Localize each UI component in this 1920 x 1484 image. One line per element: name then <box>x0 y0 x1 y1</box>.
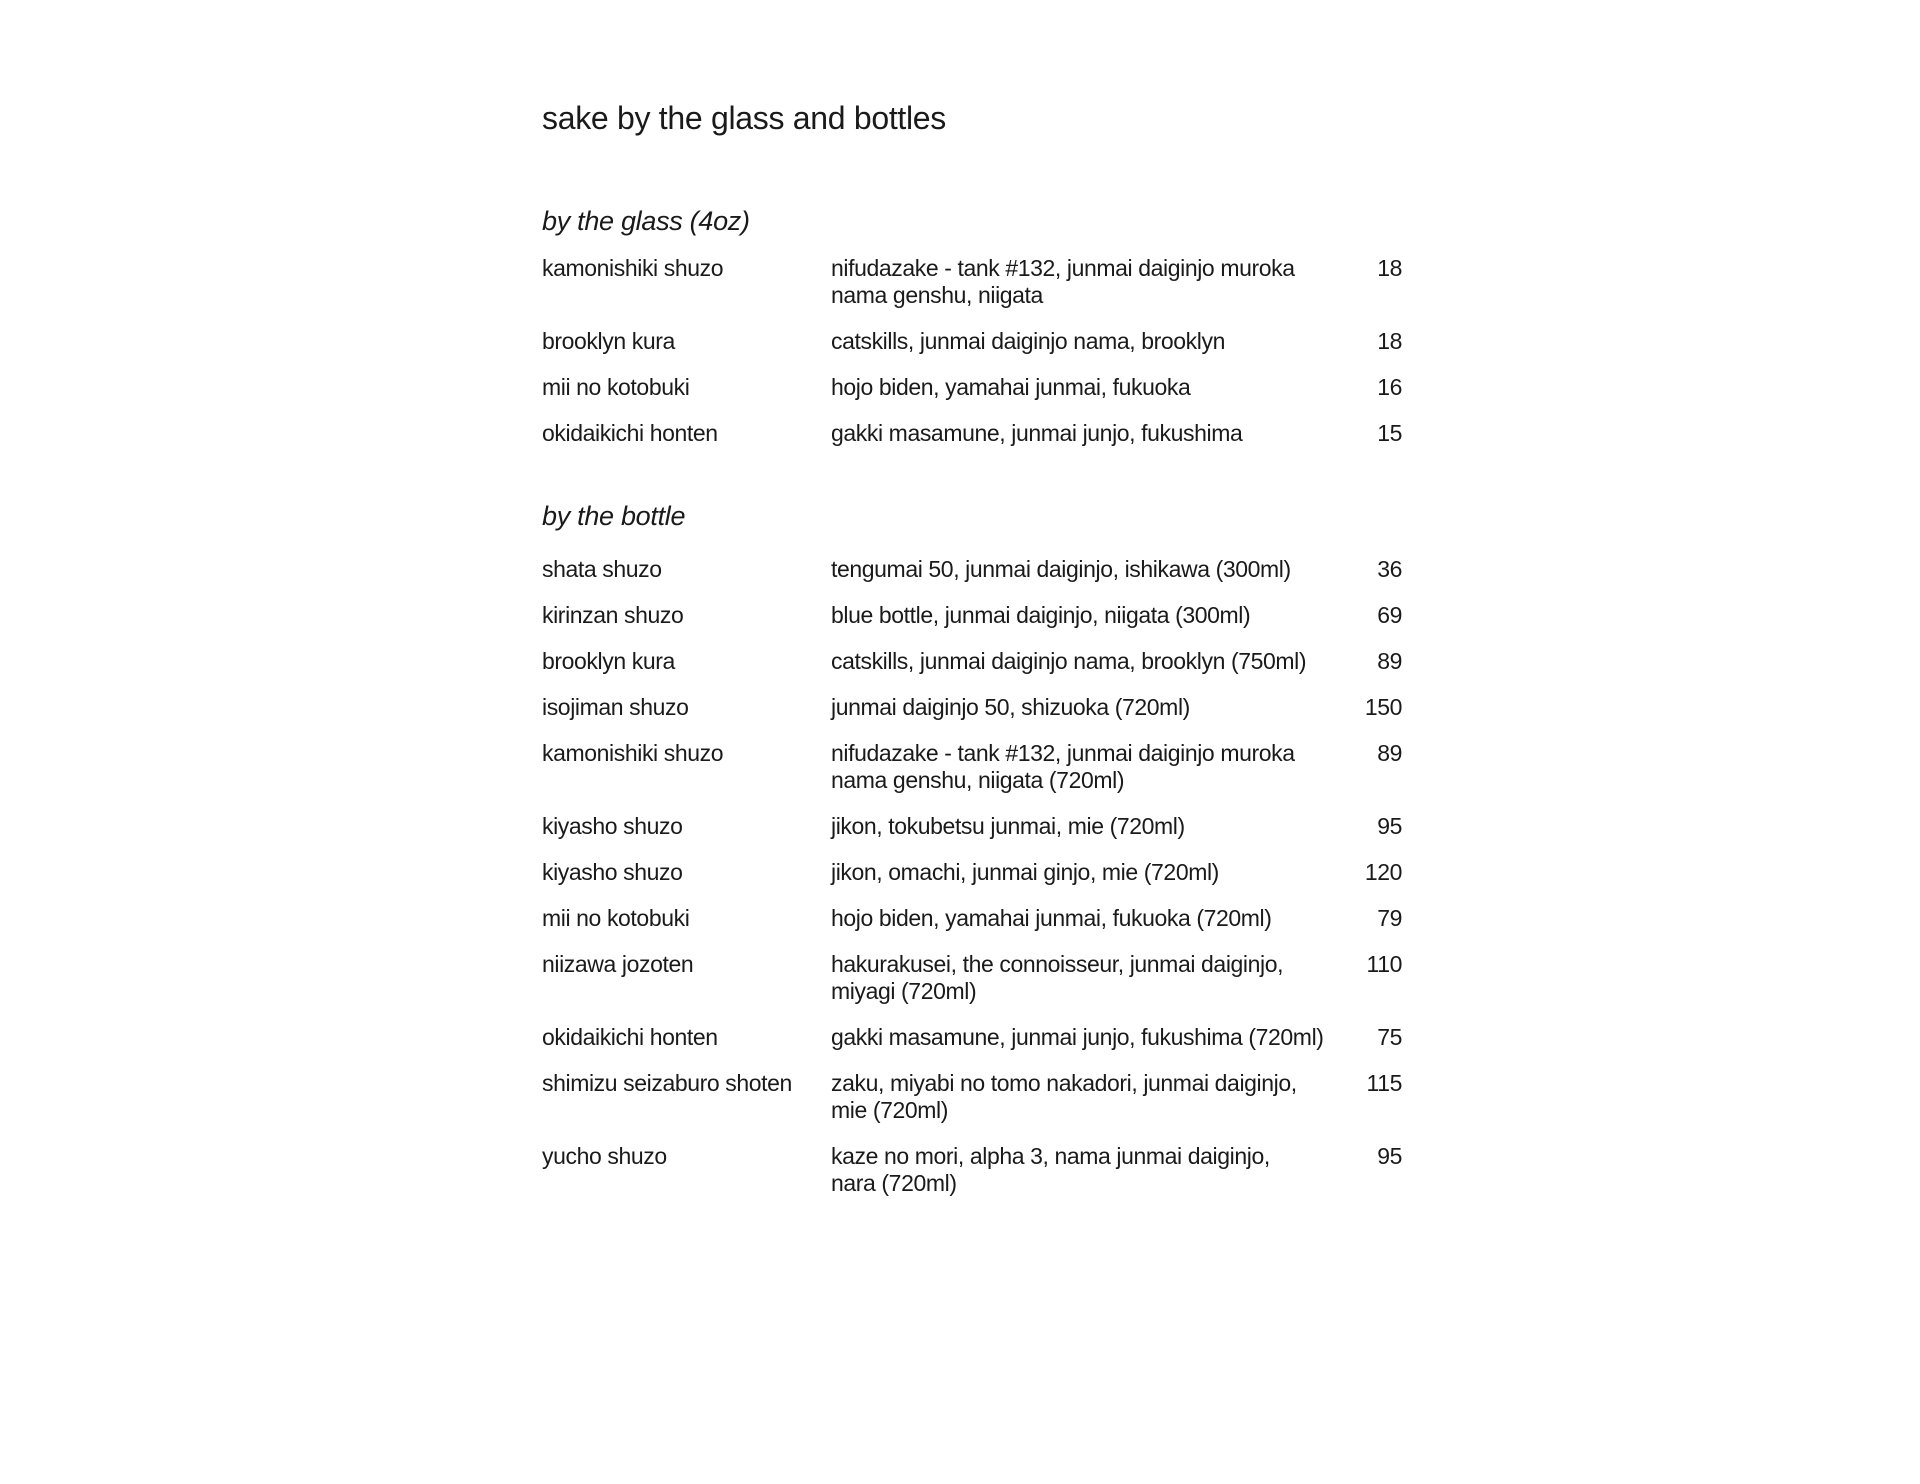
menu-list <box>542 255 1402 447</box>
price: 110 <box>1366 951 1402 977</box>
producer-name: kirinzan shuzo <box>542 602 684 628</box>
sake-description <box>831 740 1341 794</box>
description-line: hojo biden, yamahai junmai, fukuoka <box>831 374 1191 400</box>
description-line: junmai daiginjo 50, shizuoka (720ml) <box>831 694 1190 720</box>
sake-description <box>831 374 1341 401</box>
producer-name: yucho shuzo <box>542 1143 667 1169</box>
price: 79 <box>1377 905 1402 931</box>
sake-description <box>831 859 1341 886</box>
price: 115 <box>1366 1070 1402 1096</box>
menu-item-row <box>542 1143 1402 1197</box>
menu-item-row <box>542 556 1402 583</box>
sake-description <box>831 813 1341 840</box>
producer-name: shimizu seizaburo shoten <box>542 1070 792 1096</box>
sake-description <box>831 648 1341 675</box>
price: 69 <box>1377 602 1402 628</box>
price: 89 <box>1377 648 1402 674</box>
menu-item-row <box>542 951 1402 1005</box>
description-line: gakki masamune, junmai junjo, fukushima <box>831 420 1243 446</box>
menu-item-row <box>542 374 1402 401</box>
producer-name: kiyasho shuzo <box>542 859 683 885</box>
menu-item-row <box>542 740 1402 794</box>
menu-item-row <box>542 694 1402 721</box>
section-title: by the bottle <box>542 501 686 531</box>
sake-description <box>831 694 1341 721</box>
description-line: tengumai 50, junmai daiginjo, ishikawa (300ml) <box>831 556 1291 582</box>
sake-description <box>831 1070 1341 1124</box>
menu-item-row <box>542 602 1402 629</box>
price: 89 <box>1377 740 1402 766</box>
price: 150 <box>1364 694 1402 720</box>
price: 15 <box>1377 420 1402 446</box>
description-line: nama genshu, niigata (720ml) <box>831 767 1125 793</box>
menu-item-row <box>542 1070 1402 1124</box>
sake-description <box>831 602 1341 629</box>
section-by-the-glass <box>542 204 1402 447</box>
producer-name: shata shuzo <box>542 556 662 582</box>
price: 95 <box>1377 813 1402 839</box>
price: 18 <box>1377 255 1402 281</box>
sake-description <box>831 328 1341 355</box>
producer-name: okidaikichi honten <box>542 1024 718 1050</box>
description-line: zaku, miyabi no tomo nakadori, junmai daiginjo, <box>831 1070 1297 1096</box>
producer-name: mii no kotobuki <box>542 374 690 400</box>
price: 75 <box>1377 1024 1402 1050</box>
description-line: nifudazake - tank #132, junmai daiginjo muroka <box>831 255 1295 281</box>
sake-description <box>831 1024 1341 1051</box>
sake-description <box>831 905 1341 932</box>
description-line: mie (720ml) <box>831 1097 949 1123</box>
sake-description <box>831 255 1341 309</box>
producer-name: niizawa jozoten <box>542 951 694 977</box>
menu-item-row <box>542 328 1402 355</box>
price: 120 <box>1364 859 1402 885</box>
description-line: gakki masamune, junmai junjo, fukushima (720ml) <box>831 1024 1324 1050</box>
price: 36 <box>1377 556 1402 582</box>
menu-item-row <box>542 859 1402 886</box>
price: 95 <box>1377 1143 1402 1169</box>
producer-name: okidaikichi honten <box>542 420 718 446</box>
description-line: kaze no mori, alpha 3, nama junmai daiginjo, <box>831 1143 1270 1169</box>
menu-item-row <box>542 255 1402 309</box>
producer-name: brooklyn kura <box>542 648 675 674</box>
description-line: jikon, tokubetsu junmai, mie (720ml) <box>831 813 1185 839</box>
menu-item-row <box>542 905 1402 932</box>
sake-description <box>831 556 1341 583</box>
sake-description <box>831 420 1341 447</box>
menu-item-row <box>542 813 1402 840</box>
description-line: jikon, omachi, junmai ginjo, mie (720ml) <box>831 859 1219 885</box>
description-line: blue bottle, junmai daiginjo, niigata (300ml) <box>831 602 1251 628</box>
description-line: hakurakusei, the connoisseur, junmai daiginjo, <box>831 951 1284 977</box>
section-by-the-bottle <box>542 499 1402 1197</box>
sake-description <box>831 1143 1341 1197</box>
menu-item-row <box>542 648 1402 675</box>
description-line: catskills, junmai daiginjo nama, brooklyn <box>831 328 1225 354</box>
description-line: nama genshu, niigata <box>831 282 1043 308</box>
sake-menu <box>542 98 1402 1216</box>
description-line: catskills, junmai daiginjo nama, brooklyn (750ml) <box>831 648 1307 674</box>
price: 16 <box>1377 374 1402 400</box>
menu-list <box>542 556 1402 1197</box>
menu-item-row <box>542 1024 1402 1051</box>
description-line: miyagi (720ml) <box>831 978 977 1004</box>
producer-name: isojiman shuzo <box>542 694 689 720</box>
producer-name: kamonishiki shuzo <box>542 255 724 281</box>
price: 18 <box>1377 328 1402 354</box>
producer-name: mii no kotobuki <box>542 905 690 931</box>
section-title: by the glass (4oz) <box>542 206 750 236</box>
description-line: hojo biden, yamahai junmai, fukuoka (720ml) <box>831 905 1272 931</box>
producer-name: brooklyn kura <box>542 328 675 354</box>
menu-item-row <box>542 420 1402 447</box>
page-title: sake by the glass and bottles <box>542 100 947 136</box>
sake-description <box>831 951 1341 1005</box>
producer-name: kamonishiki shuzo <box>542 740 724 766</box>
producer-name: kiyasho shuzo <box>542 813 683 839</box>
description-line: nifudazake - tank #132, junmai daiginjo muroka <box>831 740 1295 766</box>
description-line: nara (720ml) <box>831 1170 957 1196</box>
